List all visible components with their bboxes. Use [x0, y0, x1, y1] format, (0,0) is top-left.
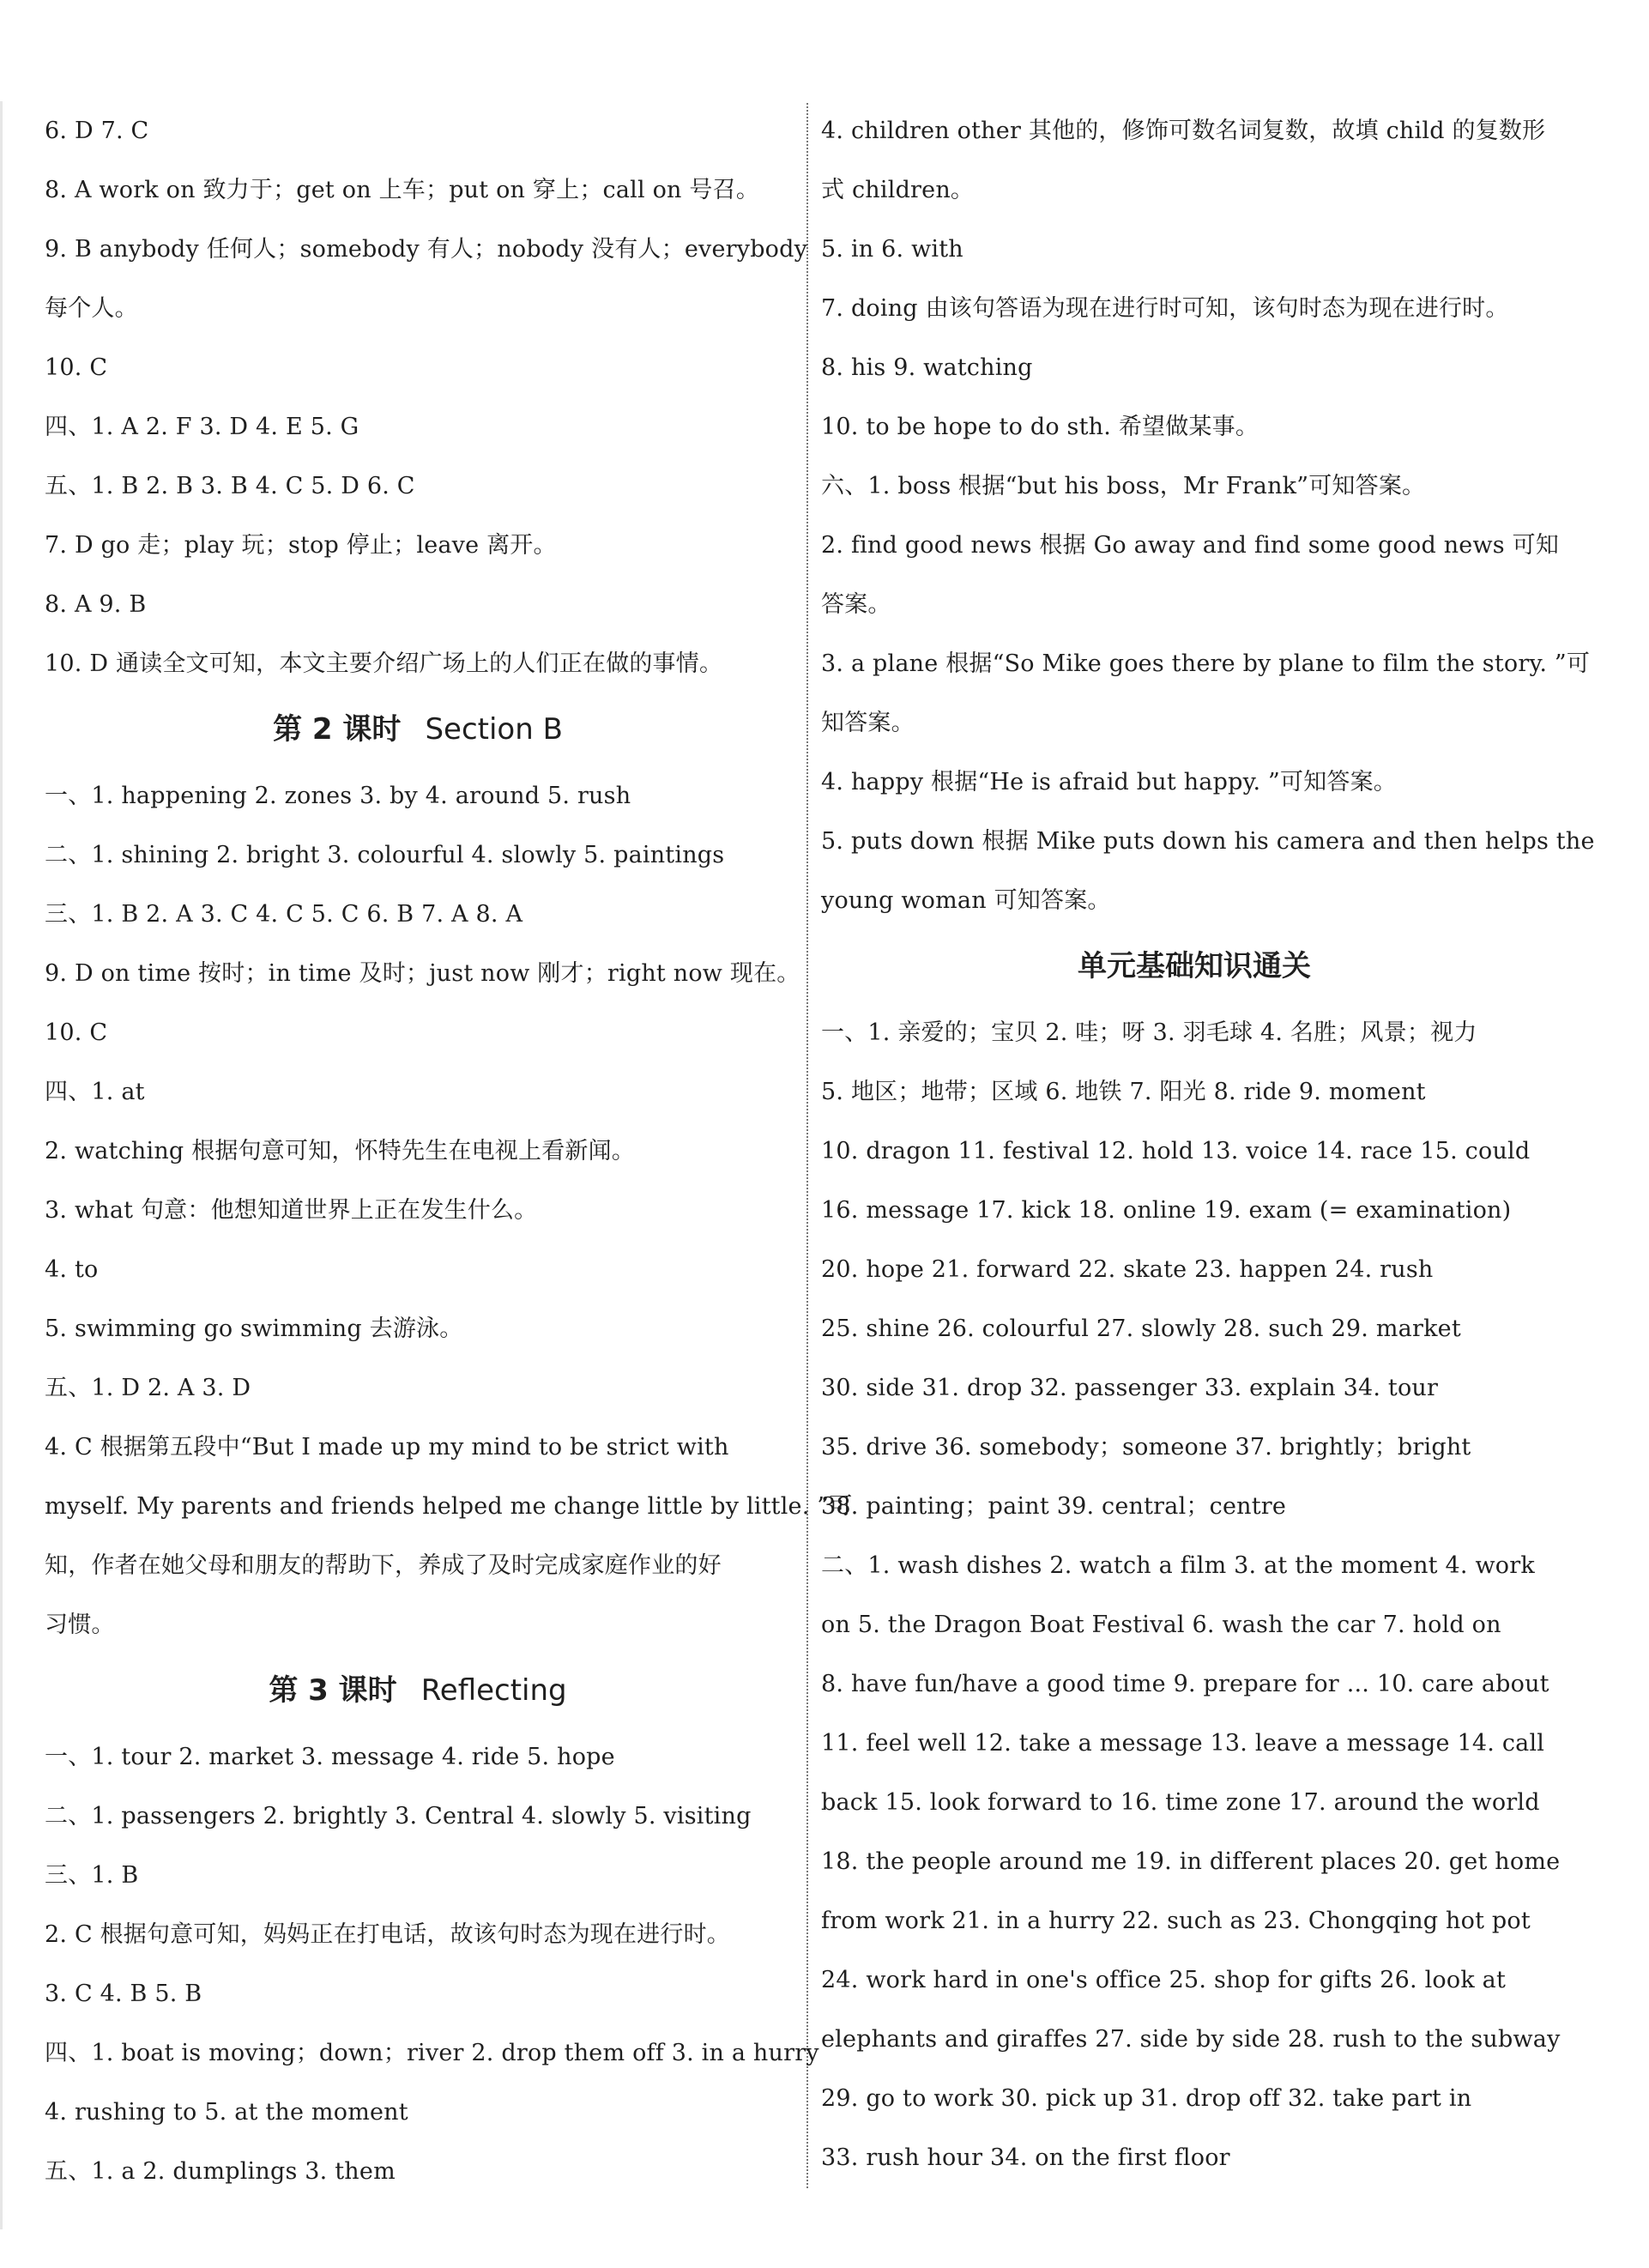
left-column	[45, 101, 853, 2201]
right-column	[821, 101, 1595, 2187]
answer-line: 3. a plane 根据“So Mike goes there by plane to film the story. ”可	[821, 650, 1591, 677]
answer-line: 一、1. happening 2. zones 3. by 4. around 5. rush	[45, 783, 631, 809]
answer-block-unit-review	[821, 1003, 1567, 2187]
answer-line: 7. D go 走；play 玩；stop 停止；leave 离开。	[45, 532, 557, 559]
answer-line: 8. A work on 致力于；get on 上车；put on 穿上；call on 号召。	[45, 177, 760, 203]
answer-line: 24. work hard in one's office 25. shop for gifts 26. look at	[821, 1967, 1507, 1993]
answer-line: 7. doing 由该句答语为现在进行时可知，该句时态为现在进行时。	[821, 295, 1509, 322]
answer-block-section-a	[45, 101, 808, 693]
answer-line: 30. side 31. drop 32. passenger 33. explain 34. tour	[821, 1375, 1439, 1401]
lesson-heading-section-b	[45, 693, 791, 766]
answer-line: 四、1. at	[45, 1079, 145, 1105]
answer-line: 2. C 根据句意可知，妈妈正在打电话，故该句时态为现在进行时。	[45, 1921, 730, 1948]
answer-line: 5. in 6. with	[821, 236, 963, 263]
lesson-heading-cn: 第 2 课时	[273, 712, 402, 747]
lesson-heading-cn: 第 3 课时	[269, 1673, 397, 1708]
answer-line: 知，作者在她父母和朋友的帮助下，养成了及时完成家庭作业的好	[45, 1552, 722, 1579]
answer-line: 式 children。	[821, 177, 975, 203]
column-divider	[806, 103, 808, 2188]
answer-block-reflecting	[45, 1727, 819, 2201]
answer-line: 五、1. B 2. B 3. B 4. C 5. D 6. C	[45, 473, 415, 499]
answer-line: 5. puts down 根据 Mike puts down his camera and then helps the	[821, 828, 1595, 855]
answer-line: 3. what 句意：他想知道世界上正在发生什么。	[45, 1197, 538, 1224]
answer-line: 8. his 9. watching	[821, 354, 1033, 381]
answer-line: 答案。	[821, 591, 891, 618]
answer-line: 五、1. D 2. A 3. D	[45, 1375, 251, 1401]
page-edge-mark	[0, 101, 3, 2229]
answer-line: 二、1. wash dishes 2. watch a film 3. at the moment 4. work	[821, 1552, 1535, 1579]
unit-review-title: 单元基础知识通关	[1078, 949, 1311, 983]
answer-line: 2. watching 根据句意可知，怀特先生在电视上看新闻。	[45, 1138, 636, 1164]
answer-line: 20. hope 21. forward 22. skate 23. happen 24. rush	[821, 1256, 1434, 1283]
answer-line: 4. happy 根据“He is afraid but happy. ”可知答案。	[821, 769, 1398, 795]
answer-line: myself. My parents and friends helped me change little by little. ”可	[45, 1493, 853, 1520]
answer-line: 33. rush hour 34. on the first floor	[821, 2144, 1230, 2171]
answer-line: 9. B anybody 任何人；somebody 有人；nobody 没有人；everybody	[45, 236, 808, 263]
answer-line: from work 21. in a hurry 22. such as 23. Chongqing hot pot	[821, 1908, 1531, 1934]
answer-line: 一、1. tour 2. market 3. message 4. ride 5. hope	[45, 1744, 615, 1770]
answer-line: 一、1. 亲爱的；宝贝 2. 哇；呀 3. 羽毛球 4. 名胜；风景；视力	[821, 1019, 1477, 1046]
answer-line: 16. message 17. kick 18. online 19. exam (= examination)	[821, 1197, 1512, 1224]
answer-line: 4. rushing to 5. at the moment	[45, 2099, 408, 2126]
answer-line: 2. find good news 根据 Go away and find some good news 可知	[821, 532, 1560, 559]
answer-line: 每个人。	[45, 295, 138, 322]
answer-line: 二、1. passengers 2. brightly 3. Central 4. slowly 5. visiting	[45, 1803, 752, 1830]
answer-line: 8. A 9. B	[45, 591, 147, 618]
answer-line: young woman 可知答案。	[821, 887, 1111, 914]
answer-line: 4. to	[45, 1256, 99, 1283]
answer-line: 25. shine 26. colourful 27. slowly 28. such 29. market	[821, 1315, 1461, 1342]
answer-line: 29. go to work 30. pick up 31. drop off 32. take part in	[821, 2085, 1472, 2112]
unit-review-heading	[821, 930, 1567, 1003]
answer-line: 5. swimming go swimming 去游泳。	[45, 1315, 463, 1342]
answer-line: 5. 地区；地带；区域 6. 地铁 7. 阳光 8. ride 9. moment	[821, 1079, 1426, 1105]
answer-line: 四、1. A 2. F 3. D 4. E 5. G	[45, 414, 359, 440]
answer-line: 二、1. shining 2. bright 3. colourful 4. slowly 5. paintings	[45, 842, 725, 868]
answer-line: 18. the people around me 19. in different places 20. get home	[821, 1848, 1561, 1875]
answer-line: 35. drive 36. somebody；someone 37. brightly；bright	[821, 1434, 1471, 1461]
answer-line: 知答案。	[821, 710, 915, 736]
answer-line: back 15. look forward to 16. time zone 17. around the world	[821, 1789, 1540, 1816]
answer-line: 10. C	[45, 354, 108, 381]
answer-line: 8. have fun/have a good time 9. prepare for ... 10. care about	[821, 1671, 1549, 1697]
lesson-heading-reflecting	[45, 1654, 791, 1727]
answer-line: 3. C 4. B 5. B	[45, 1981, 202, 2007]
answer-line: 10. D 通读全文可知，本文主要介绍广场上的人们正在做的事情。	[45, 650, 723, 677]
answer-line: 38. painting；paint 39. central；centre	[821, 1493, 1287, 1520]
answer-line: 10. C	[45, 1019, 108, 1046]
answer-line: 4. C 根据第五段中“But I made up my mind to be strict with	[45, 1434, 729, 1461]
answer-line: 10. dragon 11. festival 12. hold 13. voice 14. race 15. could	[821, 1138, 1531, 1164]
answer-line: 9. D on time 按时；in time 及时；just now 刚才；right now 现在。	[45, 960, 800, 987]
answer-line: on 5. the Dragon Boat Festival 6. wash the car 7. hold on	[821, 1612, 1501, 1638]
answer-block-continued	[821, 101, 1595, 930]
lesson-heading-en: Section B	[425, 712, 563, 747]
answer-line: 六、1. boss 根据“but his boss，Mr Frank”可知答案。	[821, 473, 1426, 499]
answer-line: 4. children other 其他的，修饰可数名词复数，故填 child 的复数形	[821, 118, 1546, 144]
answer-line: elephants and giraffes 27. side by side 28. rush to the subway	[821, 2026, 1561, 2053]
answer-line: 6. D 7. C	[45, 118, 149, 144]
answer-line: 10. to be hope to do sth. 希望做某事。	[821, 414, 1259, 440]
answer-line: 三、1. B 2. A 3. C 4. C 5. C 6. B 7. A 8. A	[45, 901, 523, 928]
answer-line: 四、1. boat is moving；down；river 2. drop them off 3. in a hurry	[45, 2040, 819, 2066]
answer-line: 11. feel well 12. take a message 13. leave a message 14. call	[821, 1730, 1545, 1757]
answer-line: 习惯。	[45, 1612, 115, 1638]
lesson-heading-en: Reflecting	[420, 1673, 567, 1708]
answer-block-section-b	[45, 766, 853, 1654]
answer-line: 五、1. a 2. dumplings 3. them	[45, 2158, 396, 2185]
answer-line: 三、1. B	[45, 1862, 139, 1889]
